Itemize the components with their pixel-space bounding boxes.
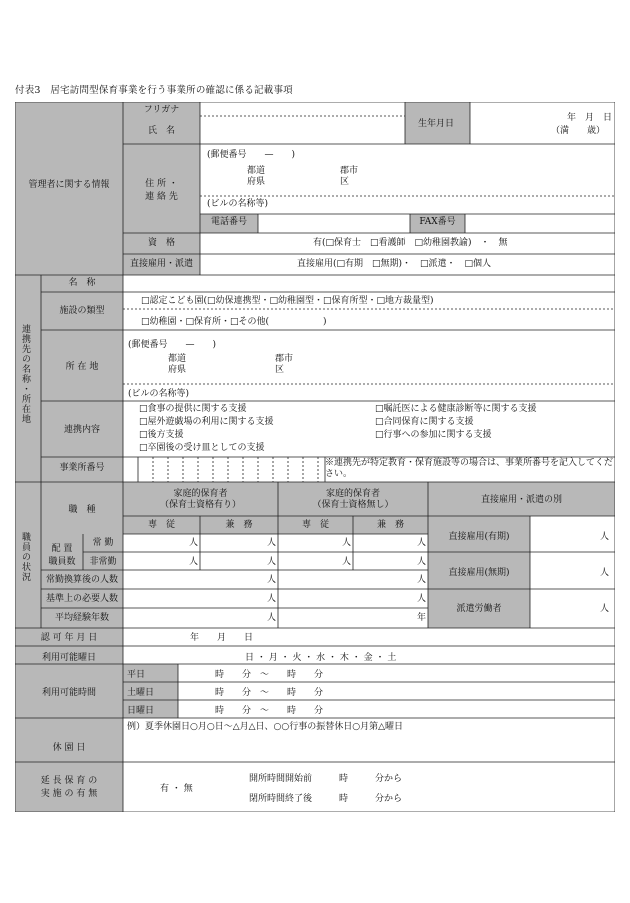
- extend-after[interactable]: 閉所時間終了後 時 分から: [249, 794, 403, 804]
- employ-value[interactable]: 直接雇用(□有期 □無期)・ □派遣・ □個人: [297, 259, 492, 269]
- coop-item-5[interactable]: □嘱託医による健康診断等に関する支援: [375, 404, 537, 414]
- extend-label: 延 長 保 育 の 実 施 の 有 無: [40, 776, 98, 799]
- partner-gunshi: 郡市 区: [275, 354, 294, 375]
- holiday-label: 休 園 日: [52, 743, 86, 753]
- unit-jokin-a2: 人: [267, 538, 277, 548]
- extend-yesno[interactable]: 有 ・ 無: [160, 784, 193, 794]
- keiken-label: 平均経験年数: [54, 613, 109, 623]
- hijokin-label: 非常勤: [89, 557, 117, 567]
- kansan-label: 常勤換算後の人数: [45, 575, 118, 585]
- unit-jokin-a1: 人: [189, 538, 199, 548]
- coop-item-7[interactable]: □行事への参加に関する支援: [375, 430, 492, 440]
- unit-hijokin-b2: 人: [417, 557, 427, 567]
- approve-value[interactable]: 年 月 日: [190, 633, 254, 643]
- coop-item-6[interactable]: □合同保育に関する支援: [375, 417, 474, 427]
- birth-date[interactable]: 年 月 日: [566, 113, 612, 123]
- manager-gunshi: 郡市 区: [340, 166, 359, 187]
- phone-label: 電話番号: [210, 217, 247, 227]
- unit-keiken-b: 年: [417, 613, 427, 623]
- hours-label: 利用可能時間: [41, 688, 96, 698]
- partner-section-label: 連携先の名称・所在地: [20, 324, 30, 424]
- location-label: 所 在 地: [65, 362, 99, 372]
- unit-jokin-b2: 人: [417, 538, 427, 548]
- partner-name-label: 名 称: [68, 278, 96, 288]
- job-label: 職 種: [68, 505, 96, 515]
- office-number-note: ※連携先が特定教育・保育施設等の場合は、事業所番号を記入してください。: [325, 458, 614, 479]
- staff-section-label: 職員の状況: [20, 532, 30, 582]
- document-title: 付表3 居宅訪問型保育事業を行う事業所の確認に係る記載事項: [15, 85, 293, 96]
- coop-item-3[interactable]: □後方支援: [139, 430, 184, 440]
- head-senju-b: 専 従: [301, 520, 329, 530]
- facility-type-line1[interactable]: □認定こども園(□幼保連携型・□幼稚園型・□保育所型・□地方裁量型): [141, 296, 434, 306]
- birth-age[interactable]: （満 歳）: [550, 126, 605, 136]
- unit-hitsuyo-b: 人: [417, 594, 427, 604]
- facility-type-line2[interactable]: □幼稚園・□保育所・□その他( ): [141, 317, 327, 327]
- manager-building[interactable]: (ビルの名称等): [207, 199, 269, 209]
- hitsuyo-label: 基準上の必要人数: [45, 594, 118, 604]
- qual-label: 資 格: [147, 238, 175, 248]
- facility-type-label: 施設の類型: [59, 306, 105, 316]
- unit-hijokin-b1: 人: [342, 557, 352, 567]
- days-value[interactable]: 日 ・ 月 ・ 火 ・ 水 ・ 木 ・ 金 ・ 土: [245, 653, 397, 663]
- days-label: 利用可能曜日: [41, 653, 96, 663]
- unit-emp-yuki: 人: [600, 532, 610, 542]
- coop-item-4[interactable]: □卒園後の受け皿としての支援: [139, 443, 265, 453]
- head-kennmu-b: 兼 務: [376, 520, 404, 530]
- unit-kansan-b: 人: [417, 575, 427, 585]
- manager-section-label: 管理者に関する情報: [28, 180, 110, 190]
- hours-saturday[interactable]: 時 分 ～ 時 分: [215, 688, 324, 698]
- col-hoikushi-yes: 家庭的保育者 （保育士資格有り）: [159, 489, 241, 510]
- unit-emp-haken: 人: [600, 604, 610, 614]
- unit-hijokin-a2: 人: [267, 557, 277, 567]
- qual-value[interactable]: 有(□保育士 □看護師 □幼稚園教諭) ・ 無: [313, 238, 508, 248]
- birth-label: 生年月日: [417, 119, 454, 129]
- partner-todofuken: 都道 府県: [168, 354, 187, 375]
- partner-building[interactable]: (ビルの名称等): [128, 389, 190, 399]
- coop-item-2[interactable]: □屋外遊戯場の利用に関する支援: [139, 417, 274, 427]
- furigana-label: フリガナ: [143, 105, 180, 115]
- hours-row-saturday: 土曜日: [127, 688, 155, 698]
- form-table: [15, 102, 615, 812]
- hours-weekday[interactable]: 時 分 ～ 時 分: [215, 670, 324, 680]
- coop-item-1[interactable]: □食事の提供に関する支援: [139, 404, 247, 414]
- unit-hitsuyo-a: 人: [267, 594, 277, 604]
- office-number-label: 事業所番号: [59, 463, 105, 473]
- approve-label: 認 可 年 月 日: [40, 633, 98, 643]
- holiday-example[interactable]: 例）夏季休園日○月○日～△月△日、○○行事の振替休日○月第△曜日: [127, 722, 404, 732]
- emp-row-yuki: 直接雇用(有期): [448, 532, 510, 542]
- emp-row-haken: 派遣労働者: [456, 604, 502, 614]
- col-employment: 直接雇用・派遣の別: [480, 495, 562, 505]
- hours-row-weekday: 平日: [127, 670, 146, 680]
- jokin-label: 常 勤: [92, 538, 114, 548]
- coop-label: 連携内容: [63, 425, 100, 435]
- haichi-label: 配 置 職員数: [48, 544, 76, 567]
- unit-kansan-a: 人: [267, 575, 277, 585]
- name-label: 氏 名: [147, 126, 175, 136]
- fax-label: FAX番号: [419, 217, 456, 227]
- partner-postal[interactable]: (郵便番号 — ): [128, 340, 217, 350]
- address-label: 住 所 ・ 連 絡 先: [145, 179, 178, 202]
- extend-before[interactable]: 開所時間開始前 時 分から: [249, 774, 403, 784]
- hours-sunday[interactable]: 時 分 ～ 時 分: [215, 706, 324, 716]
- unit-emp-muki: 人: [600, 568, 610, 578]
- employ-label: 直接雇用・派遣: [129, 259, 193, 269]
- emp-row-muki: 直接雇用(無期): [448, 568, 510, 578]
- unit-keiken-a: 人: [267, 613, 277, 623]
- manager-todofuken: 都道 府県: [247, 166, 266, 187]
- unit-jokin-b1: 人: [342, 538, 352, 548]
- head-kennmu-a: 兼 務: [225, 520, 253, 530]
- unit-hijokin-a1: 人: [189, 557, 199, 567]
- hours-row-sunday: 日曜日: [127, 706, 155, 716]
- manager-postal[interactable]: (郵便番号 — ): [207, 150, 296, 160]
- col-hoikushi-no: 家庭的保育者 （保育士資格無し）: [312, 489, 394, 510]
- head-senju-a: 専 従: [147, 520, 175, 530]
